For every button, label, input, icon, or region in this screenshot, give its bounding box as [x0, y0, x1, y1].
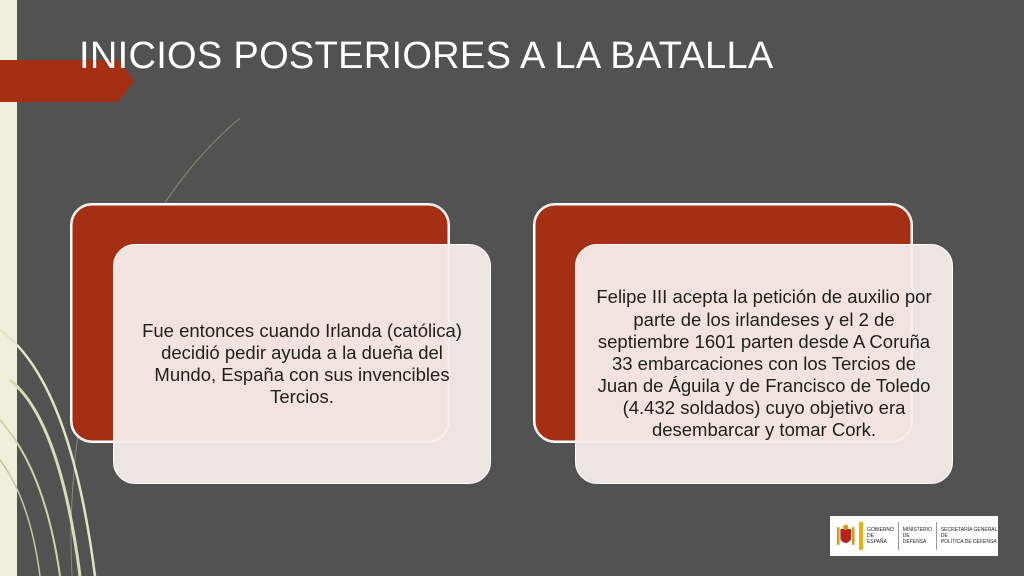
logo-ministerio-text: MINISTERIO DE DEFENSA: [902, 527, 932, 545]
logo-gobierno-text: GOBIERNO DE ESPAÑA: [866, 527, 894, 545]
logo-yellow-bar: [859, 522, 863, 550]
logo-secretaria-text: SECRETARÍA GENERAL DE POLÍTICA DE DEFENSA: [940, 527, 998, 545]
logo-separator: [936, 522, 937, 550]
ministry-logo: [830, 516, 998, 556]
slide-title: INICIOS POSTERIORES A LA BATALLA: [79, 35, 774, 77]
logo-separator: [898, 522, 899, 550]
card-1-text: Fue entonces cuando Irlanda (católica) decidió pedir ayuda a la dueña del Mundo, España con sus invencibles Tercios.: [142, 319, 462, 408]
card-2-text: Felipe III acepta la petición de auxilio por parte de los irlandeses y el 2 de septiembre 1601 parten desde A Coruña 33 embarcaciones con los Tercios de Juan de Águila y de Francisco de Toledo (4.432 soldados) cuyo objetivo era desembarcar y tomar Cork.: [596, 286, 932, 441]
card-2-front-panel: [575, 244, 953, 484]
card-1-front-panel: [113, 244, 491, 484]
coat-of-arms-icon: [836, 522, 855, 550]
